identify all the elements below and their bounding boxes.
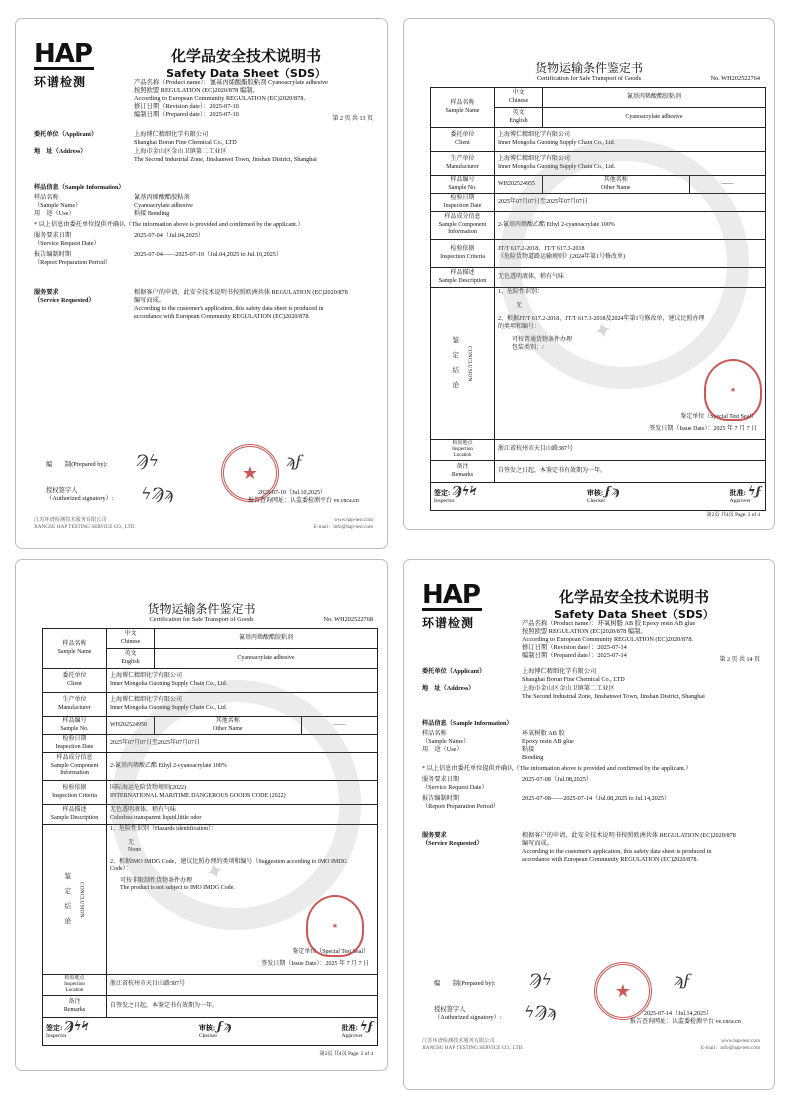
transport-certificate-764 bbox=[403, 18, 775, 530]
signature-stamp-name: ϡϝ bbox=[674, 970, 691, 989]
testing-service-seal: ★ bbox=[594, 962, 652, 1020]
certificate-number: No. WH202522768 bbox=[323, 616, 373, 623]
prepared-by: 编 制(Prepared by): bbox=[434, 980, 496, 987]
sds-title-en: Safety Data Sheet（SDS） bbox=[166, 67, 326, 80]
page-number: 第 2 页 共 14 页 bbox=[719, 657, 760, 663]
sds-title-cn: 化学品安全技术说明书 bbox=[170, 47, 321, 65]
sds-meta: 产品名称（Product name）：环氧树脂 AB 胶 Epoxy resin AB glue 按照欧盟 REGULATION (EC)2020/878 编制。 According to European Community REGULATION (EC)2020/878. 修订日期（Revision date）：2025-07-14 编制日期（Prepared date）：2025-07-14 bbox=[522, 620, 696, 659]
hap-logo: HAP 环谱检测 bbox=[34, 41, 96, 90]
watermark-text: ✦ bbox=[591, 317, 616, 346]
hap-logo: HAP 环谱检测 bbox=[422, 582, 484, 631]
certificate-subtitle: Certification for Safe Transport of Goods bbox=[149, 616, 254, 623]
sign-date: 2025-07-14（Jul.14,2025） bbox=[644, 1011, 712, 1017]
applicant-block: 委托单位（Applicant） 上海博仁精细化学有限公司 Shanghai Borun Fine Chemical Co., LTD 地 址（Address） 上海市金山区金山卫镇第二工业区 The Second Industrial Zone, Jinshanwei Town, Jinshan District, Shanghai bbox=[34, 131, 317, 163]
authorized-signatory: 授权签字人 （Authorized signatory）: bbox=[46, 487, 114, 502]
special-test-seal: ★ bbox=[306, 895, 364, 957]
verify-url: 报告查询网址：认监委检测平台 ve.cnca.cn bbox=[630, 1019, 741, 1025]
watermark-text: ✦ bbox=[203, 858, 228, 887]
service-block: 服务要求 （Service Requested） 根据客户的申请，此安全技术说明书按照欧洲共体 REGULATION (EC)2020/878 编写而成。 According to the customer's application, this safety data sheet is produced in accordance with European Community REGULATION (EC)2020/878. bbox=[422, 832, 736, 863]
certificate-table: 样品名称 Sample Name 中文 Chinese 氰基丙烯酸酯胶粘剂 英文 English Cyanoacrylate adhesive 委托单位 Client 上海博仁精细化学有限公司 Inner Mongolia Guoning Supply Chain Co., Ltd. 生产单位 Manufacturer 上海博仁精细化学有限公司 Inner Mongolia Guoning Supply Chain Co., Ltd. 样品编号 Sample No. WH202524958 其他名称 Other Name —— 检验日期 Inspection Date 2025年07月07日至2025年07月07日 样品成分信息 Sample Component Information 2-氰基丙烯酸乙酯 Ethyl 2-cyanoacrylate 100% 检验依据 Inspection Criteria 国际海运危险货物规则(2022) INTERNATIONAL MARITIME DANGEROUS GOODS CODE (2022) 样品描述 Sample Description 无色透明液体，稍有气味 Colorless transparent liquid,little odor 鉴 定 结 论 CONCLUSION 1、危险性识别（Hazards identification）： 无 None 2、根据IMO IMDG Code，建议比照办理的类项和编号（Suggestion according to IMO IMDG Code）： 可按非限制性货物条件办理 The product is not subject to IMO IMDG Code. 鉴定单位（Special Test Seal） 签发日期（Issue Date）：2025 年 7 月 7 日 检验地点 Inspection Location 浙江省杭州市天目山路387号 备注 Remarks 自签发之日起，本鉴定书有效期为一年。 签定: ϠϟϞ Inspector 审核: ϝϡ Checker 批准: ϟϝ Approver bbox=[42, 628, 378, 1046]
sample-info-block: 样品信息（Sample Information） 样品名称 （Sample Name） 环氧树脂 AB 胶 Epoxy resin AB glue 用 途（Use） 粘接 Bonding * 以上信息由委托单位提供并确认（The information above is provided and confirmed by the applicant.） 服务要求日期 （Service Request Date） 2025-07-08（Jul.08,2025） 报告编制时期 （Report Preparation Period） 2025-07-08——2025-07-14（Jul.08,2025 to Jul.14,2025） bbox=[422, 720, 692, 810]
signature-row: 签定: ϠϟϞ Inspector 审核: ϝϡ Checker 批准: ϟϝ Approver bbox=[434, 484, 762, 504]
sds-sheet-epoxy bbox=[403, 559, 775, 1090]
signature-preparer: Ϡϟ bbox=[136, 451, 160, 470]
certificate-title: 货物运输条件鉴定书 bbox=[147, 602, 256, 616]
prepared-by: 编 制(Prepared by): bbox=[46, 461, 108, 468]
authorized-signatory: 授权签字人 （Authorized signatory）: bbox=[434, 1006, 502, 1021]
sds-title-cn: 化学品安全技术说明书 bbox=[558, 588, 709, 606]
signature-stamp-name: ϡϝ bbox=[286, 451, 303, 470]
signature-preparer: Ϡϟ bbox=[529, 970, 553, 989]
footer-company: 江苏环谱检测技术服务有限公司 JIANGSU HAP TESTING SERVICE CO., LTD. bbox=[422, 1038, 524, 1051]
verify-url: 报告查询网址：认监委检测平台 ve.cnca.cn bbox=[248, 498, 359, 504]
transport-certificate-768 bbox=[15, 559, 388, 1071]
page-footer: 第2页 共4页 Page: 2 of 4 bbox=[319, 1051, 373, 1057]
signature-authorized: ϟϠϡ bbox=[141, 484, 174, 503]
footer-contact: www.hap-test.com E-mail：info@hap-test.com bbox=[313, 517, 373, 530]
sign-date: 2025-07-10（Jul.10,2025） bbox=[258, 490, 326, 496]
sds-sheet-cyanoacrylate bbox=[15, 18, 388, 549]
certificate-table: 样品名称 Sample Name 中文 Chinese 氰基丙烯酸酯胶粘剂 英文 English Cyanoacrylate adhesive 委托单位 Client 上海博仁精细化学有限公司 Inner Mongolia Guoning Supply Chain Co., Ltd. 生产单位 Manufacturer 上海博仁精细化学有限公司 Inner Mongolia Guoning Supply Chain Co., Ltd. 样品编号 Sample No. WH202524955 其他名称 Other Name —— 检验日期 Inspection Date 2025年07月07日至2025年07月07日 样品成分信息 Sample Component Information 2-氰基丙烯酸乙酯 Ethyl 2-cyanoacrylate 100% 检验依据 Inspection Criteria JT/T 617.2-2018、JT/T 617.3-2018 《危险货物道路运输规则》(2024年第1号修改单) 样品描述 Sample Description 无色透明液体，稍有气味 鉴 定 结 论 CONCLUSION 1、危险性识别： 无 2、根据JT/T 617.2-2018、JT/T 617.3-2018及2024年第1号修改单，建议比照办理 的类项和编号： 可按普通货物条件办理 包装类别：/ 鉴定单位（Special Test Seal） 签发日期（Issue Date）：2025 年 7 月 7 日 检验地点 Inspection Location 浙江省杭州市天目山路387号 备注 Remarks 自签发之日起，本鉴定书有效期为一年。 签定: ϠϟϞ Inspector 审核: ϝϡ Checker 批准: ϟϝ Approver bbox=[430, 87, 766, 511]
footer-company: 江苏环谱检测技术服务有限公司 JIANGSU HAP TESTING SERVICE CO., LTD. bbox=[34, 517, 136, 530]
footer-contact: www.hap-test.com E-mail：info@hap-test.com bbox=[700, 1038, 760, 1051]
applicant-block: 委托单位（Applicant） 上海博仁精细化学有限公司 Shanghai Borun Fine Chemical Co., LTD 地 址（Address） 上海市金山区金山卫镇第二工业区 The Second Industrial Zone, Jinshanwei Town, Jinshan District, Shanghai bbox=[422, 668, 705, 700]
sds-meta: 产品名称（Product name）：氰基丙烯酸酯胶粘剂 Cyanoacrylate adhesive 按照欧盟 REGULATION (EC)2020/878 编制。 According to European Community REGULATION (EC)2020/878. 修订日期（Revision date）：2025-07-10 编制日期（Prepared date）：2025-07-10 bbox=[134, 79, 328, 118]
signature-authorized: ϟϠϡ bbox=[524, 1002, 557, 1021]
testing-service-seal: ★ bbox=[221, 444, 279, 502]
sample-info-block: 样品信息（Sample Information） 样品名称 （Sample Name） 氰基丙烯酸酯胶粘剂 Cyanoacrylate adhesive 用 途（Use） 粘接 Bonding * 以上信息由委托单位提供并确认（The information above is provided and confirmed by the applicant.） 服务要求日期 （Service Request Date） 2025-07-04（Jul.04,2025） 报告编制时期 （Report Preparation Period） 2025-07-04——2025-07-10（Jul.04,2025 to Jul.10,2025） bbox=[34, 184, 304, 266]
page-number: 第 2 页 共 13 页 bbox=[332, 116, 373, 122]
sds-title-en: Safety Data Sheet（SDS） bbox=[554, 608, 714, 621]
certificate-number: No. WH202522764 bbox=[710, 75, 760, 82]
special-test-seal: ★ bbox=[704, 359, 762, 421]
page-footer: 第2页 共4页 Page: 2 of 4 bbox=[706, 512, 760, 518]
signature-row: 签定: ϠϟϞ Inspector 审核: ϝϡ Checker 批准: ϟϝ Approver bbox=[46, 1019, 374, 1039]
certificate-title: 货物运输条件鉴定书 bbox=[534, 61, 643, 75]
certificate-subtitle: Certification for Safe Transport of Goods bbox=[536, 75, 642, 82]
service-block: 服务要求 （Service Requested） 根据客户的申请，此安全技术说明书按照欧洲共体 REGULATION (EC)2020/878 编写而成。 According to the customer's application, this safety data sheet is produced in accordance with European Community REGULATION (EC)2020/878. bbox=[34, 289, 348, 320]
